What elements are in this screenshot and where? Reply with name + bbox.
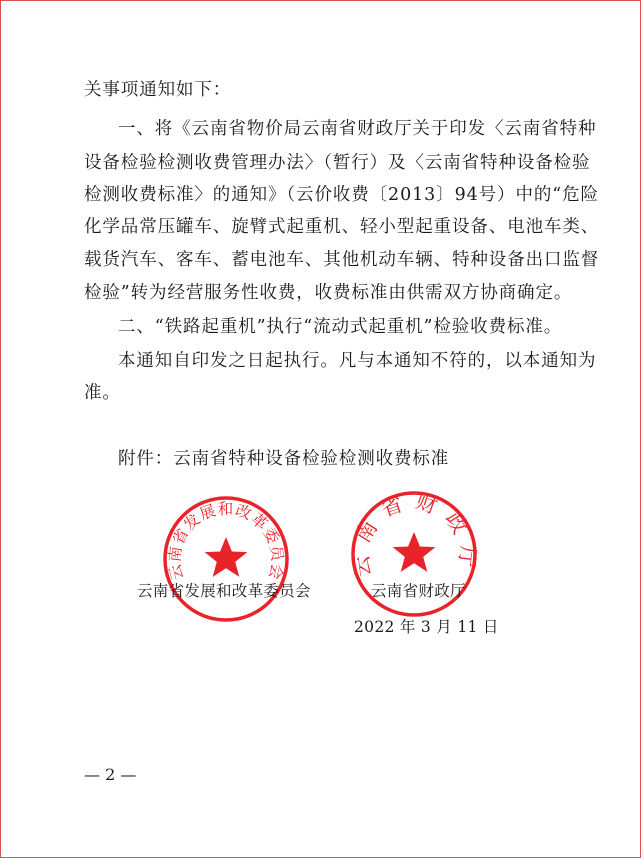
seal-2-text-path: 云南省财政厅	[347, 488, 481, 579]
seal-1-star-icon	[205, 537, 248, 577]
page-number: — 2 —	[84, 765, 137, 784]
body-line-2: 一、将《云南省物价局云南省财政厅关于印发〈云南省特种	[118, 119, 597, 139]
attachment-line: 附件：云南省特种设备检验检测收费标准	[118, 449, 450, 469]
seal-2-star-icon	[393, 532, 436, 572]
signature-org-2: 云南省财政厅	[371, 582, 466, 600]
seal-1-graphic	[162, 495, 290, 623]
body-line-5: 化学品常压罐车、旋臂式起重机、轻小型起重设备、电池车类、	[84, 217, 600, 237]
signature-org-1: 云南省发展和改革委员会	[137, 582, 311, 600]
body-line-8: 二、“铁路起重机”执行“流动式起重机”检验收费标准。	[118, 317, 563, 337]
body-line-9: 本通知自印发之日起执行。凡与本通知不符的，以本通知为	[118, 351, 597, 371]
body-line-10: 准。	[84, 383, 121, 403]
body-line-6: 载货汽车、客车、蓄电池车、其他机动车辆、特种设备出口监督	[84, 250, 600, 270]
seal-1-text-path: 云南省发展和改革委员会	[165, 500, 287, 582]
signature-date: 2022 年 3 月 11 日	[354, 618, 499, 636]
body-line-4: 检测收费标准〉的通知》（云价收费〔2013〕94号）中的“危险	[84, 185, 599, 205]
body-line-7: 检验”转为经营服务性收费，收费标准由供需双方协商确定。	[84, 283, 573, 303]
seal-development-reform-commission	[162, 495, 290, 623]
body-line-3: 设备检验检测收费管理办法〉（暂行）及〈云南省特种设备检验	[84, 153, 591, 173]
body-line-1: 关事项通知如下：	[84, 80, 232, 100]
